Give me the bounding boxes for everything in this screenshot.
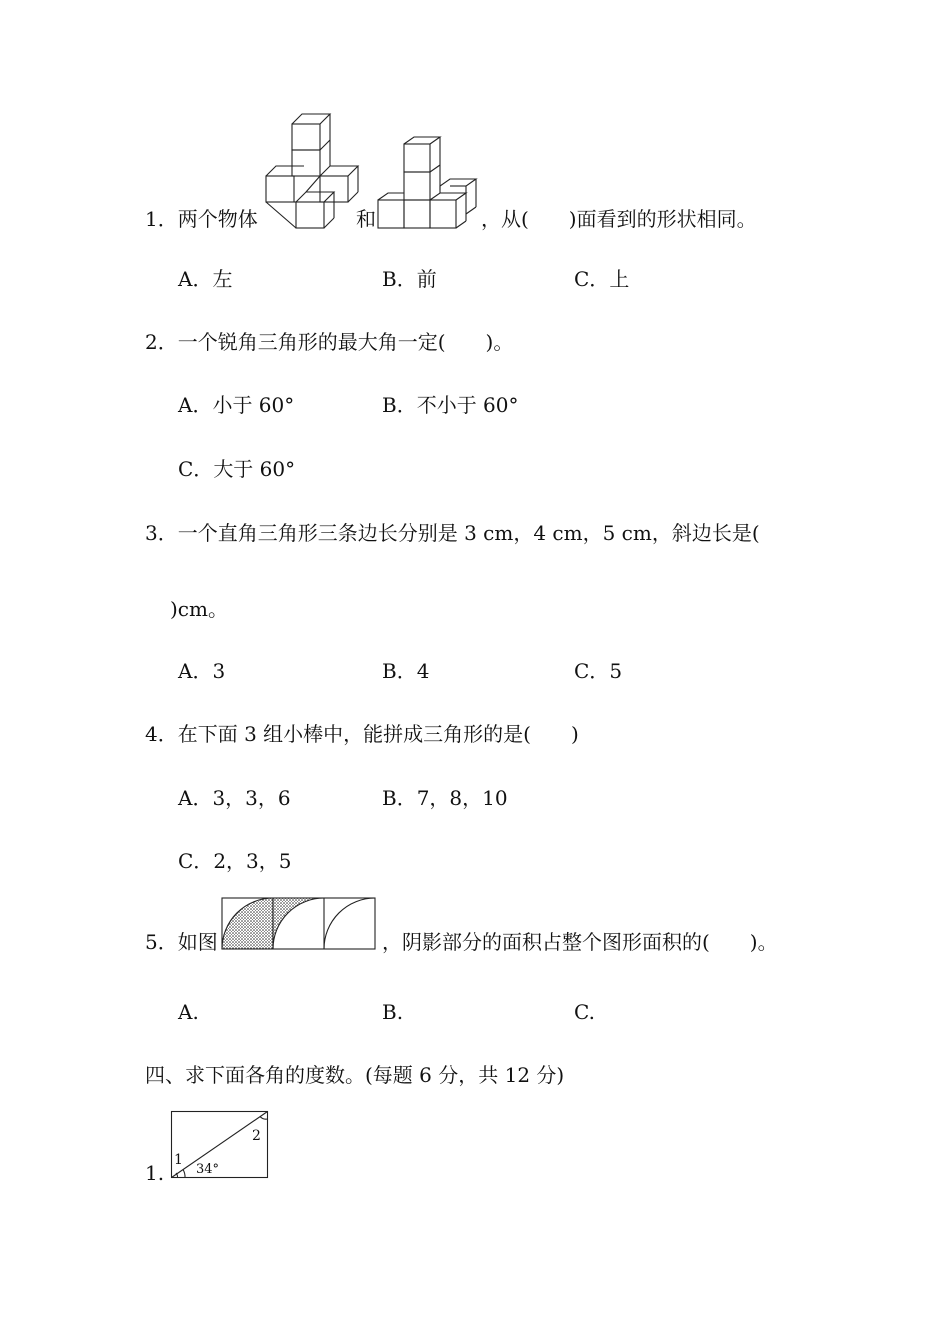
angle-2-label: 2 — [252, 1128, 261, 1144]
q3-option-c-text: 5 — [609, 659, 623, 683]
q1-option-b[interactable] — [382, 266, 437, 292]
q3-number: 3． — [145, 521, 178, 545]
q4-number: 4． — [145, 722, 178, 746]
section4-q1-rectangle-figure — [170, 1110, 270, 1180]
q3-option-a-letter: A． — [178, 659, 213, 683]
q1-text-middle: 和 — [356, 207, 376, 231]
q2-option-a-text: 小于 60° — [212, 393, 295, 417]
q1-option-c[interactable] — [574, 266, 629, 292]
q1-object2-figure — [377, 136, 481, 230]
q1-line — [145, 206, 258, 232]
q1-option-b-text: 前 — [416, 267, 437, 291]
q2-option-c[interactable] — [178, 456, 295, 482]
q2-number: 2． — [145, 330, 178, 354]
q1-option-c-letter: C． — [574, 267, 610, 291]
q1-option-a-letter: A． — [178, 267, 213, 291]
q1-option-b-letter: B． — [382, 267, 417, 291]
q5-number: 5． — [145, 930, 178, 954]
q3-line — [145, 520, 760, 546]
q3-option-a[interactable] — [178, 658, 225, 684]
q5-option-b-letter: B. — [382, 1000, 404, 1024]
q2-text: 一个锐角三角形的最大角一定( )。 — [177, 330, 514, 354]
q4-text: 在下面 3 组小棒中，能拼成三角形的是( ) — [177, 722, 579, 746]
given-angle-label: 34° — [196, 1162, 220, 1177]
q4-option-a[interactable] — [178, 785, 291, 811]
q3-option-c-letter: C． — [574, 659, 610, 683]
q1-text-after: ，从( )面看到的形状相同。 — [481, 207, 757, 231]
q5-text-after: ，阴影部分的面积占整个图形面积的( )。 — [382, 930, 778, 954]
q3-option-a-text: 3 — [212, 659, 226, 683]
section4-q1-number: 1. — [145, 1161, 165, 1185]
q2-option-c-letter: C． — [178, 457, 214, 481]
q4-option-b-text: 7，8，10 — [416, 786, 508, 810]
q2-option-b[interactable] — [382, 392, 519, 418]
q4-option-c[interactable] — [178, 848, 292, 874]
q5-option-a-letter: A. — [178, 1000, 199, 1024]
q3-option-b-letter: B． — [382, 659, 417, 683]
q5-line — [145, 929, 218, 955]
q5-quarter-circle-figure — [220, 896, 382, 950]
q4-option-b-letter: B． — [382, 786, 417, 810]
q5-option-c[interactable] — [574, 999, 595, 1025]
q3-line-cont: )cm。 — [170, 597, 228, 621]
q4-option-c-text: 2，3，5 — [213, 849, 292, 873]
q1-text-before: 两个物体 — [177, 207, 258, 231]
q4-option-a-text: 3，3，6 — [212, 786, 291, 810]
q4-option-b[interactable] — [382, 785, 508, 811]
angle-1-label: 1 — [174, 1152, 183, 1168]
q4-option-a-letter: A． — [178, 786, 213, 810]
q4-option-c-letter: C． — [178, 849, 214, 873]
q2-option-a[interactable] — [178, 392, 294, 418]
q2-option-a-letter: A． — [178, 393, 213, 417]
q2-line — [145, 329, 513, 355]
q1-option-a-text: 左 — [212, 267, 233, 291]
q5-text-before: 如图 — [177, 930, 218, 954]
q2-option-c-text: 大于 60° — [213, 457, 296, 481]
q4-line — [145, 721, 579, 747]
q2-option-b-letter: B． — [382, 393, 417, 417]
q5-option-a[interactable] — [178, 999, 199, 1025]
q3-text: 一个直角三角形三条边长分别是 3 cm，4 cm，5 cm，斜边长是( — [177, 521, 760, 545]
q3-option-c[interactable] — [574, 658, 622, 684]
section4-heading: 四、求下面各角的度数。(每题 6 分，共 12 分) — [145, 1063, 565, 1087]
q1-option-c-text: 上 — [609, 267, 630, 291]
q1-object1-figure — [264, 112, 360, 232]
q1-number: 1． — [145, 207, 178, 231]
q3-option-b-text: 4 — [416, 659, 430, 683]
q1-option-a[interactable] — [178, 266, 232, 292]
q5-option-c-letter: C. — [574, 1000, 595, 1024]
q5-option-b[interactable] — [382, 999, 403, 1025]
q3-option-b[interactable] — [382, 658, 429, 684]
q2-option-b-text: 不小于 60° — [416, 393, 519, 417]
